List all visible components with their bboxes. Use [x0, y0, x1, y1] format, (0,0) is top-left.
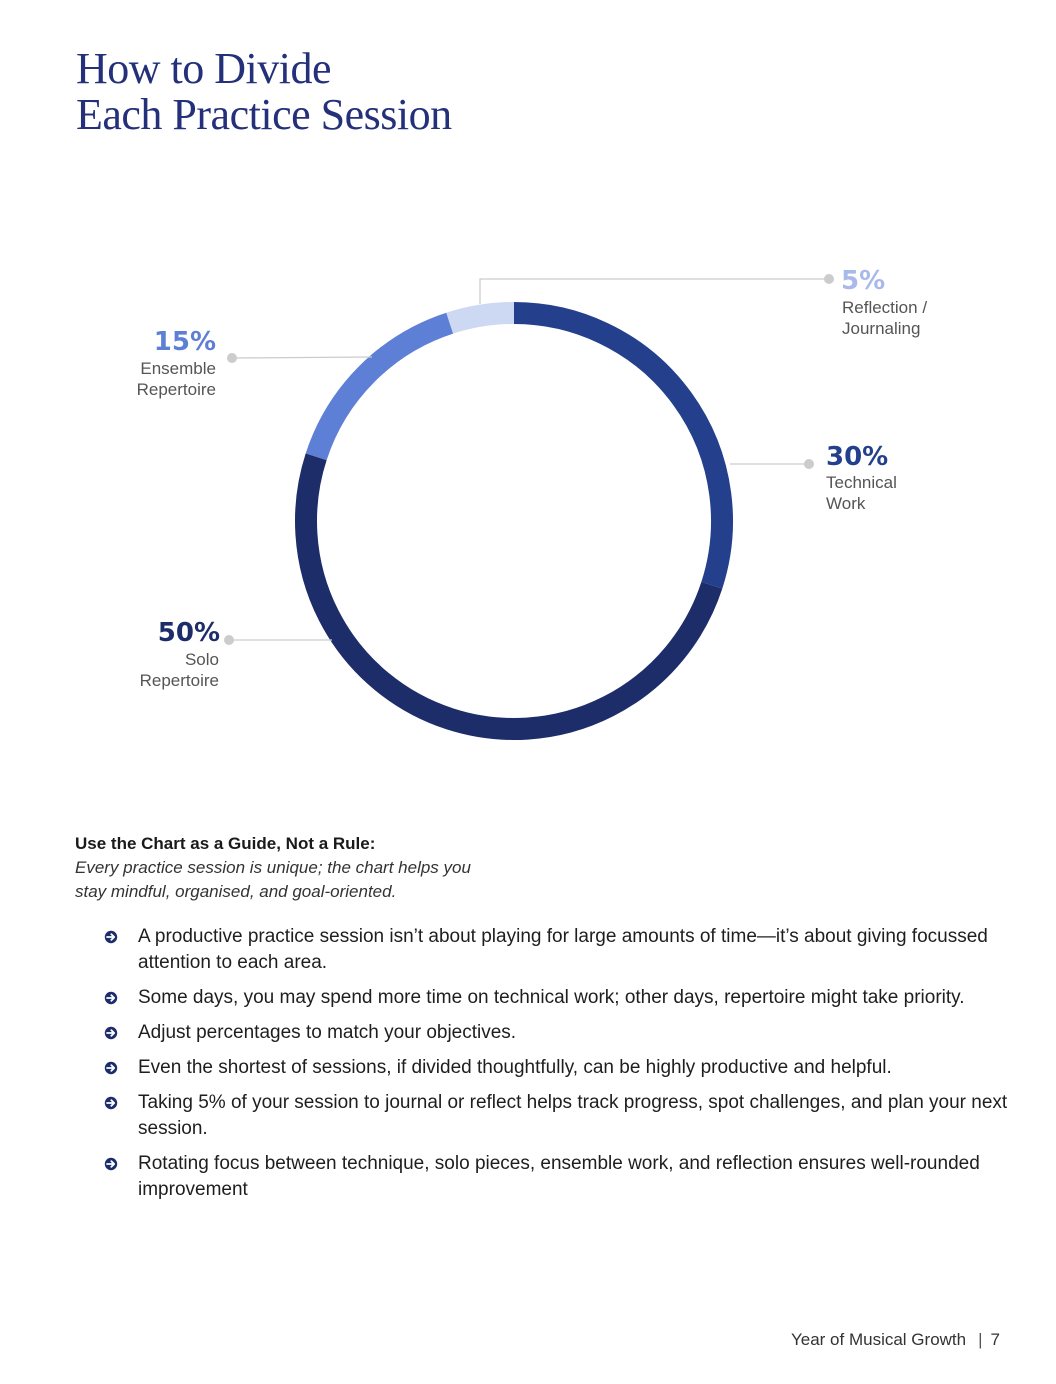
- donut-slice-3: [450, 313, 514, 323]
- leader-line-3: [480, 279, 829, 304]
- donut-slice-2: [316, 323, 450, 457]
- page-number: 7: [990, 1330, 1000, 1349]
- slice-category-label-3-0: Reflection /: [842, 298, 928, 317]
- leader-dot-1: [224, 635, 234, 645]
- slice-category-label-3-1: Journaling: [842, 319, 921, 338]
- guide-heading: Use the Chart as a Guide, Not a Rule:: [75, 834, 376, 853]
- slice-labels: [137, 266, 928, 690]
- tips-list: [104, 924, 1014, 1212]
- leader-dot-0: [804, 459, 814, 469]
- footer-doc-title: Year of Musical Growth: [790, 1330, 967, 1349]
- list-item-text: Even the shortest of sessions, if divided thoughtfully, can be highly productive and helpful.: [138, 1057, 892, 1078]
- arrow-circle-bullet-icon: [104, 930, 118, 944]
- list-item: [104, 924, 1014, 976]
- slice-percent-label-1: 50%: [157, 618, 220, 648]
- slice-category-label-0-1: Work: [826, 494, 866, 513]
- arrow-circle-bullet-icon: [104, 991, 118, 1005]
- guide-subtext-line-2: stay mindful, organised, and goal-oriented.: [75, 882, 397, 901]
- list-item-text: Rotating focus between technique, solo pieces, ensemble work, and reflection ensures well-rounded improvement: [138, 1153, 980, 1200]
- donut-slice-1: [306, 457, 712, 729]
- arrow-circle-bullet-icon: [104, 1157, 118, 1171]
- leader-dot-2: [227, 353, 237, 363]
- page-footer: [791, 1330, 1000, 1350]
- list-item: [104, 1055, 1014, 1081]
- slice-category-label-1-1: Repertoire: [139, 671, 219, 690]
- list-item: [104, 985, 1014, 1011]
- guide-note: [75, 832, 535, 904]
- donut-slice-0: [514, 313, 722, 585]
- donut-slices: [306, 313, 722, 729]
- leader-dot-3: [824, 274, 834, 284]
- page-title-line-1: How to Divide: [76, 44, 332, 93]
- arrow-circle-bullet-icon: [104, 1026, 118, 1040]
- footer-separator: |: [978, 1330, 983, 1349]
- list-item-text: Adjust percentages to match your objectives.: [138, 1022, 517, 1043]
- arrow-circle-bullet-icon: [104, 1061, 118, 1075]
- slice-percent-label-0: 30%: [826, 442, 889, 472]
- slice-percent-label-3: 5%: [841, 266, 886, 296]
- slice-category-label-2-1: Repertoire: [136, 380, 216, 399]
- guide-subtext-line-1: Every practice session is unique; the chart helps you: [75, 858, 471, 877]
- list-item: [104, 1090, 1014, 1142]
- list-item-text: Some days, you may spend more time on technical work; other days, repertoire might take priority.: [138, 987, 965, 1008]
- slice-category-label-1-0: Solo: [184, 650, 219, 669]
- page-title-line-2: Each Practice Session: [76, 90, 452, 139]
- list-item-text: A productive practice session isn’t about playing for large amounts of time—it’s about giving focussed attention to each area.: [138, 926, 988, 973]
- arrow-circle-bullet-icon: [104, 1096, 118, 1110]
- leader-line-2: [232, 357, 372, 358]
- list-item: [104, 1151, 1014, 1203]
- list-item-text: Taking 5% of your session to journal or reflect helps track progress, spot challenges, and plan your next session.: [138, 1092, 1008, 1139]
- slice-category-label-0-0: Technical: [826, 473, 897, 492]
- slice-percent-label-2: 15%: [153, 327, 216, 357]
- list-item: [104, 1020, 1014, 1046]
- slice-category-label-2-0: Ensemble: [140, 359, 216, 378]
